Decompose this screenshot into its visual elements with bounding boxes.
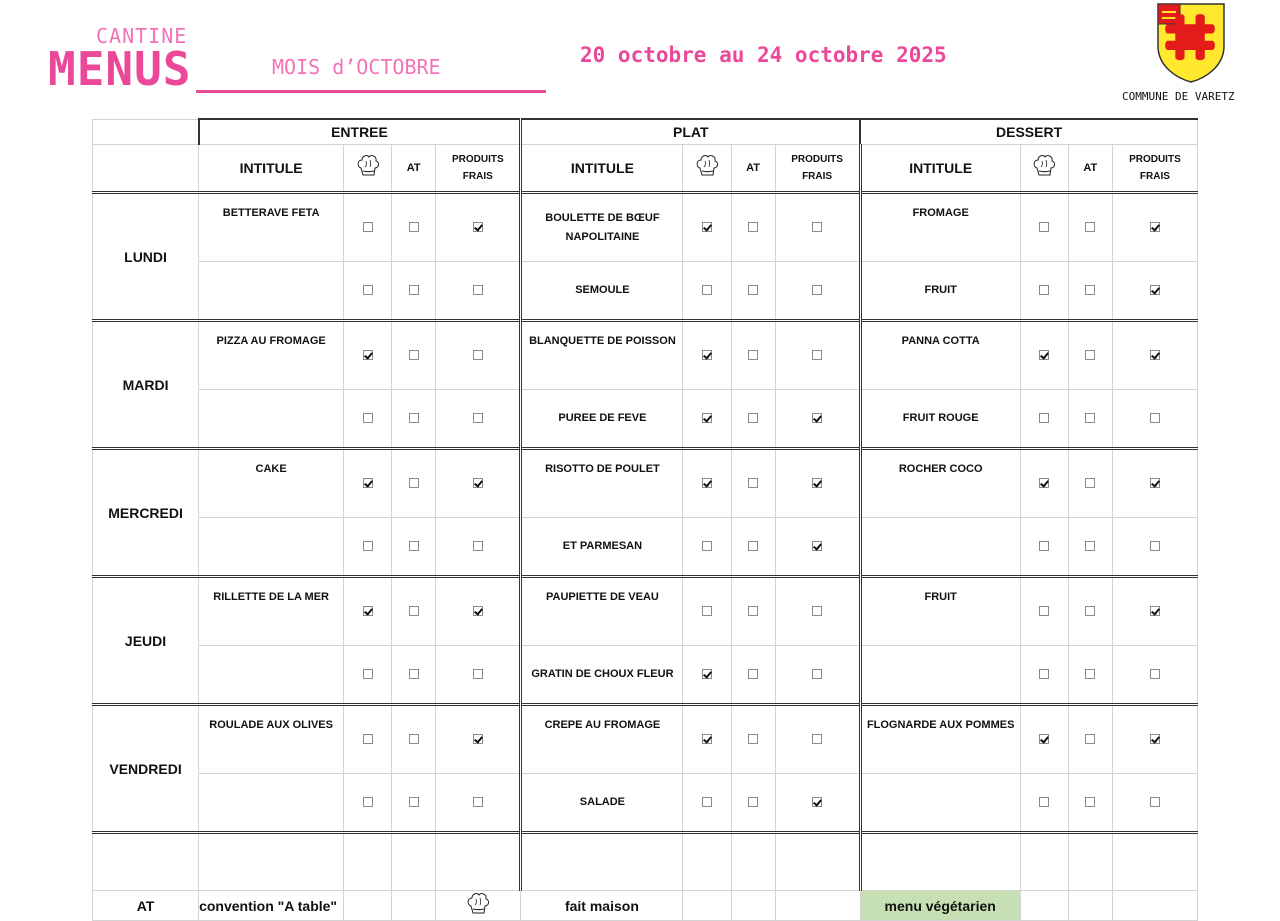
- plat-dish-label: RISOTTO DE POULET: [521, 449, 683, 518]
- empty-cell: [731, 891, 775, 921]
- empty-cell: [1068, 833, 1112, 891]
- entree-fait-maison-checkbox[interactable]: [363, 478, 373, 488]
- entree-at-checkbox[interactable]: [409, 478, 419, 488]
- plat-produits-frais-checkbox[interactable]: [812, 285, 822, 295]
- dessert-at-cell: [1068, 262, 1112, 321]
- dessert-produits-frais-cell: [1112, 193, 1197, 262]
- plat-fait-maison-checkbox[interactable]: [702, 413, 712, 423]
- plat-fait-maison-cell: [683, 518, 731, 577]
- plat-produits-frais-checkbox[interactable]: [812, 797, 822, 807]
- plat-dish-label: PAUPIETTE DE VEAU: [521, 577, 683, 646]
- plat-dish-label: GRATIN DE CHOUX FLEUR: [521, 646, 683, 705]
- table-row: [93, 518, 1198, 577]
- dessert-fait-maison-checkbox[interactable]: [1039, 222, 1049, 232]
- dessert-fait-maison-cell: [1020, 449, 1068, 518]
- plat-fait-maison-cell: [683, 262, 731, 321]
- entree-fait-maison-checkbox[interactable]: [363, 350, 373, 360]
- legend-at-text: convention "A table": [199, 891, 344, 921]
- entree-at-cell: [392, 518, 436, 577]
- dessert-dish-label: [860, 518, 1020, 577]
- plat-produits-frais-cell: [775, 193, 860, 262]
- dessert-fait-maison-cell: [1020, 390, 1068, 449]
- dessert-produits-frais-checkbox[interactable]: [1150, 413, 1160, 423]
- entree-at-checkbox[interactable]: [409, 285, 419, 295]
- plat-at-checkbox[interactable]: [748, 669, 758, 679]
- plat-at-cell: [731, 262, 775, 321]
- entree-at-cell: [392, 774, 436, 833]
- empty-cell: [344, 833, 392, 891]
- entree-fait-maison-cell: [344, 646, 392, 705]
- section-dessert: DESSERT: [860, 119, 1197, 145]
- entree-dish-label: RILLETTE DE LA MER: [199, 577, 344, 646]
- entree-fait-maison-checkbox[interactable]: [363, 669, 373, 679]
- dessert-produits-frais-cell: [1112, 321, 1197, 390]
- entree-fait-maison-cell: [344, 193, 392, 262]
- entree-at-checkbox[interactable]: [409, 541, 419, 551]
- plat-produits-frais-cell: [775, 518, 860, 577]
- empty-cell: [1112, 891, 1197, 921]
- plat-produits-frais-cell: [775, 449, 860, 518]
- dessert-at-checkbox[interactable]: [1085, 669, 1095, 679]
- entree-at-cell: [392, 321, 436, 390]
- chef-hat-icon: [695, 153, 719, 179]
- empty-cell: [775, 833, 860, 891]
- dessert-fait-maison-checkbox[interactable]: [1039, 478, 1049, 488]
- entree-fait-maison-checkbox[interactable]: [363, 734, 373, 744]
- entree-dish-label: [199, 390, 344, 449]
- plat-produits-frais-cell: [775, 390, 860, 449]
- entree-fait-maison-checkbox[interactable]: [363, 413, 373, 423]
- dessert-dish-label: FRUIT ROUGE: [860, 390, 1020, 449]
- plat-produits-frais-cell: [775, 705, 860, 774]
- pf-line-2: FRAIS: [1139, 171, 1170, 182]
- dessert-at-cell: [1068, 577, 1112, 646]
- entree-fait-maison-cell: [344, 262, 392, 321]
- day-label: LUNDI: [93, 193, 199, 321]
- entree-dish-label: CAKE: [199, 449, 344, 518]
- plat-dish-label: SEMOULE: [521, 262, 683, 321]
- entree-fait-maison-cell: [344, 577, 392, 646]
- empty-cell: [93, 833, 199, 891]
- dessert-dish-label: FRUIT: [860, 262, 1020, 321]
- dessert-produits-frais-checkbox[interactable]: [1150, 350, 1160, 360]
- header-underline: [196, 90, 546, 93]
- empty-cell: [1112, 833, 1197, 891]
- plat-at-cell: [731, 193, 775, 262]
- entree-produits-frais-checkbox[interactable]: [473, 606, 483, 616]
- entree-dish-label: [199, 262, 344, 321]
- dessert-produits-frais-checkbox[interactable]: [1150, 541, 1160, 551]
- menu-table: [92, 118, 1198, 921]
- dessert-at-checkbox[interactable]: [1085, 734, 1095, 744]
- plat-at-checkbox[interactable]: [748, 413, 758, 423]
- entree-fait-maison-checkbox[interactable]: [363, 222, 373, 232]
- table-row: [93, 193, 1198, 262]
- dessert-produits-frais-checkbox[interactable]: [1150, 478, 1160, 488]
- empty-cell: [199, 833, 344, 891]
- dessert-at-checkbox[interactable]: [1085, 478, 1095, 488]
- dessert-dish-label: [860, 646, 1020, 705]
- dessert-produits-frais-checkbox[interactable]: [1150, 285, 1160, 295]
- plat-fait-maison-cell: [683, 705, 731, 774]
- dessert-produits-frais-cell: [1112, 646, 1197, 705]
- dessert-produits-frais-checkbox[interactable]: [1150, 734, 1160, 744]
- entree-at-cell: [392, 646, 436, 705]
- pf-line-2: FRAIS: [802, 171, 833, 182]
- empty-cell: [392, 833, 436, 891]
- column-fait-maison: [344, 145, 392, 193]
- dessert-fait-maison-cell: [1020, 646, 1068, 705]
- column-produits-frais: [775, 145, 860, 193]
- entree-fait-maison-checkbox[interactable]: [363, 541, 373, 551]
- plat-at-cell: [731, 774, 775, 833]
- dessert-produits-frais-cell: [1112, 705, 1197, 774]
- entree-fait-maison-cell: [344, 518, 392, 577]
- plat-at-cell: [731, 705, 775, 774]
- entree-produits-frais-checkbox[interactable]: [473, 669, 483, 679]
- dessert-at-cell: [1068, 518, 1112, 577]
- dessert-produits-frais-checkbox[interactable]: [1150, 797, 1160, 807]
- empty-cell: [683, 891, 731, 921]
- entree-at-cell: [392, 449, 436, 518]
- dessert-fait-maison-checkbox[interactable]: [1039, 797, 1049, 807]
- dessert-fait-maison-checkbox[interactable]: [1039, 350, 1049, 360]
- entree-at-checkbox[interactable]: [409, 797, 419, 807]
- entree-at-checkbox[interactable]: [409, 350, 419, 360]
- entree-at-cell: [392, 705, 436, 774]
- plat-at-checkbox[interactable]: [748, 606, 758, 616]
- entree-fait-maison-checkbox[interactable]: [363, 797, 373, 807]
- entree-fait-maison-checkbox[interactable]: [363, 285, 373, 295]
- dessert-at-checkbox[interactable]: [1085, 413, 1095, 423]
- section-entree: ENTREE: [199, 119, 521, 145]
- entree-dish-label: [199, 774, 344, 833]
- entree-produits-frais-checkbox[interactable]: [473, 350, 483, 360]
- empty-cell: [1020, 833, 1068, 891]
- dessert-dish-label: PANNA COTTA: [860, 321, 1020, 390]
- entree-at-cell: [392, 193, 436, 262]
- dessert-fait-maison-cell: [1020, 705, 1068, 774]
- legend-row: [93, 891, 1198, 921]
- dessert-dish-label: [860, 774, 1020, 833]
- plat-produits-frais-checkbox[interactable]: [812, 734, 822, 744]
- table-row: [93, 449, 1198, 518]
- plat-at-cell: [731, 449, 775, 518]
- plat-produits-frais-checkbox[interactable]: [812, 541, 822, 551]
- dessert-produits-frais-cell: [1112, 262, 1197, 321]
- empty-cell: [392, 891, 436, 921]
- chef-hat-icon: [356, 153, 380, 179]
- dessert-dish-label: FROMAGE: [860, 193, 1020, 262]
- dessert-produits-frais-cell: [1112, 774, 1197, 833]
- chef-hat-icon: [1032, 153, 1056, 179]
- dessert-at-checkbox[interactable]: [1085, 541, 1095, 551]
- dessert-fait-maison-checkbox[interactable]: [1039, 669, 1049, 679]
- dessert-at-checkbox[interactable]: [1085, 606, 1095, 616]
- plat-at-checkbox[interactable]: [748, 285, 758, 295]
- legend-vegetarien: menu végétarien: [860, 891, 1020, 921]
- column-intitule: INTITULE: [860, 145, 1020, 193]
- dessert-fait-maison-cell: [1020, 262, 1068, 321]
- entree-at-cell: [392, 390, 436, 449]
- column-at: AT: [731, 145, 775, 193]
- column-at: AT: [392, 145, 436, 193]
- entree-fait-maison-cell: [344, 321, 392, 390]
- entree-produits-frais-checkbox[interactable]: [473, 222, 483, 232]
- dessert-produits-frais-cell: [1112, 390, 1197, 449]
- dessert-at-checkbox[interactable]: [1085, 350, 1095, 360]
- dessert-at-cell: [1068, 193, 1112, 262]
- entree-produits-frais-cell: [436, 390, 521, 449]
- dessert-fait-maison-checkbox[interactable]: [1039, 734, 1049, 744]
- empty-cell: [1020, 891, 1068, 921]
- plat-dish-label: PUREE DE FEVE: [521, 390, 683, 449]
- table-row: [93, 390, 1198, 449]
- table-row: [93, 321, 1198, 390]
- column-produits-frais: [436, 145, 521, 193]
- table-row: [93, 705, 1198, 774]
- dessert-fait-maison-checkbox[interactable]: [1039, 285, 1049, 295]
- plat-dish-label: BOULETTE DE BŒUF NAPOLITAINE: [521, 193, 683, 262]
- plat-produits-frais-checkbox[interactable]: [812, 222, 822, 232]
- entree-produits-frais-cell: [436, 321, 521, 390]
- entree-at-checkbox[interactable]: [409, 734, 419, 744]
- dessert-fait-maison-checkbox[interactable]: [1039, 606, 1049, 616]
- dessert-dish-label: ROCHER COCO: [860, 449, 1020, 518]
- day-label: MERCREDI: [93, 449, 199, 577]
- entree-produits-frais-cell: [436, 646, 521, 705]
- plat-fait-maison-cell: [683, 577, 731, 646]
- empty-cell: [731, 833, 775, 891]
- dessert-produits-frais-checkbox[interactable]: [1150, 606, 1160, 616]
- coat-of-arms-icon: [1154, 2, 1228, 84]
- plat-at-cell: [731, 321, 775, 390]
- dessert-produits-frais-cell: [1112, 577, 1197, 646]
- entree-at-checkbox[interactable]: [409, 413, 419, 423]
- pf-line-1: PRODUITS: [451, 154, 504, 165]
- plat-at-checkbox[interactable]: [748, 541, 758, 551]
- entree-produits-frais-checkbox[interactable]: [473, 413, 483, 423]
- entree-produits-frais-checkbox[interactable]: [473, 478, 483, 488]
- plat-at-cell: [731, 518, 775, 577]
- plat-at-checkbox[interactable]: [748, 350, 758, 360]
- dessert-produits-frais-cell: [1112, 449, 1197, 518]
- corner-cell: [93, 119, 199, 145]
- entree-at-checkbox[interactable]: [409, 669, 419, 679]
- column-intitule: INTITULE: [521, 145, 683, 193]
- dessert-produits-frais-cell: [1112, 518, 1197, 577]
- dessert-fait-maison-cell: [1020, 577, 1068, 646]
- dessert-fait-maison-checkbox[interactable]: [1039, 413, 1049, 423]
- plat-at-checkbox[interactable]: [748, 478, 758, 488]
- table-row: [93, 577, 1198, 646]
- column-produits-frais: [1112, 145, 1197, 193]
- plat-at-cell: [731, 390, 775, 449]
- empty-cell: [1068, 891, 1112, 921]
- plat-produits-frais-cell: [775, 262, 860, 321]
- plat-dish-label: BLANQUETTE DE POISSON: [521, 321, 683, 390]
- dessert-at-cell: [1068, 390, 1112, 449]
- date-range: 20 octobre au 24 octobre 2025: [580, 43, 947, 67]
- entree-produits-frais-cell: [436, 193, 521, 262]
- plat-fait-maison-cell: [683, 390, 731, 449]
- plat-fait-maison-cell: [683, 646, 731, 705]
- plat-fait-maison-checkbox[interactable]: [702, 797, 712, 807]
- entree-produits-frais-cell: [436, 774, 521, 833]
- dessert-at-cell: [1068, 646, 1112, 705]
- dessert-at-checkbox[interactable]: [1085, 222, 1095, 232]
- entree-dish-label: [199, 646, 344, 705]
- empty-cell: [436, 833, 521, 891]
- menus-title: MENUS: [48, 42, 192, 96]
- entree-dish-label: PIZZA AU FROMAGE: [199, 321, 344, 390]
- month-label: MOIS d’OCTOBRE: [272, 55, 441, 79]
- column-at: AT: [1068, 145, 1112, 193]
- entree-produits-frais-cell: [436, 577, 521, 646]
- plat-produits-frais-checkbox[interactable]: [812, 350, 822, 360]
- entree-produits-frais-cell: [436, 705, 521, 774]
- table-row: [93, 774, 1198, 833]
- dessert-at-checkbox[interactable]: [1085, 285, 1095, 295]
- dessert-produits-frais-checkbox[interactable]: [1150, 669, 1160, 679]
- empty-cell: [683, 833, 731, 891]
- dessert-dish-label: FLOGNARDE AUX POMMES: [860, 705, 1020, 774]
- dessert-at-checkbox[interactable]: [1085, 797, 1095, 807]
- plat-at-checkbox[interactable]: [748, 797, 758, 807]
- entree-produits-frais-checkbox[interactable]: [473, 541, 483, 551]
- plat-produits-frais-cell: [775, 646, 860, 705]
- legend-at-abbr: AT: [93, 891, 199, 921]
- empty-cell: [775, 891, 860, 921]
- entree-produits-frais-checkbox[interactable]: [473, 797, 483, 807]
- column-intitule: INTITULE: [199, 145, 344, 193]
- spacer-row: [93, 833, 1198, 891]
- plat-produits-frais-checkbox[interactable]: [812, 669, 822, 679]
- entree-at-checkbox[interactable]: [409, 606, 419, 616]
- empty-cell: [860, 833, 1020, 891]
- legend-chef-cell: [436, 891, 521, 921]
- day-label: VENDREDI: [93, 705, 199, 833]
- column-fait-maison: [683, 145, 731, 193]
- entree-fait-maison-cell: [344, 449, 392, 518]
- plat-produits-frais-cell: [775, 577, 860, 646]
- plat-fait-maison-cell: [683, 321, 731, 390]
- entree-produits-frais-cell: [436, 449, 521, 518]
- plat-fait-maison-checkbox[interactable]: [702, 669, 712, 679]
- plat-at-checkbox[interactable]: [748, 222, 758, 232]
- chef-hat-icon: [466, 891, 490, 917]
- day-label: MARDI: [93, 321, 199, 449]
- dessert-dish-label: FRUIT: [860, 577, 1020, 646]
- empty-cell: [344, 891, 392, 921]
- entree-at-cell: [392, 262, 436, 321]
- plat-fait-maison-cell: [683, 449, 731, 518]
- plat-produits-frais-checkbox[interactable]: [812, 478, 822, 488]
- plat-dish-label: CREPE AU FROMAGE: [521, 705, 683, 774]
- plat-at-checkbox[interactable]: [748, 734, 758, 744]
- plat-produits-frais-cell: [775, 321, 860, 390]
- day-label: JEUDI: [93, 577, 199, 705]
- pf-line-1: PRODUITS: [791, 154, 843, 165]
- entree-at-cell: [392, 577, 436, 646]
- plat-dish-label: ET PARMESAN: [521, 518, 683, 577]
- dessert-fait-maison-checkbox[interactable]: [1039, 541, 1049, 551]
- commune-label: COMMUNE DE VARETZ: [1122, 90, 1235, 103]
- plat-fait-maison-cell: [683, 193, 731, 262]
- entree-produits-frais-checkbox[interactable]: [473, 734, 483, 744]
- dessert-produits-frais-checkbox[interactable]: [1150, 222, 1160, 232]
- plat-produits-frais-cell: [775, 774, 860, 833]
- table-row: [93, 262, 1198, 321]
- table-row: [93, 646, 1198, 705]
- plat-fait-maison-checkbox[interactable]: [702, 222, 712, 232]
- empty-cell: [521, 833, 683, 891]
- entree-fait-maison-checkbox[interactable]: [363, 606, 373, 616]
- legend-fait-maison-text: fait maison: [521, 891, 683, 921]
- corner-cell: [93, 145, 199, 193]
- dessert-fait-maison-cell: [1020, 193, 1068, 262]
- plat-fait-maison-checkbox[interactable]: [702, 478, 712, 488]
- plat-produits-frais-checkbox[interactable]: [812, 606, 822, 616]
- plat-dish-label: SALADE: [521, 774, 683, 833]
- pf-line-2: FRAIS: [462, 171, 493, 182]
- plat-fait-maison-checkbox[interactable]: [702, 285, 712, 295]
- pf-line-1: PRODUITS: [1129, 154, 1181, 165]
- plat-fait-maison-cell: [683, 774, 731, 833]
- entree-at-checkbox[interactable]: [409, 222, 419, 232]
- plat-fait-maison-checkbox[interactable]: [702, 734, 712, 744]
- column-fait-maison: [1020, 145, 1068, 193]
- plat-fait-maison-checkbox[interactable]: [702, 606, 712, 616]
- entree-produits-frais-cell: [436, 518, 521, 577]
- entree-fait-maison-cell: [344, 705, 392, 774]
- plat-at-cell: [731, 577, 775, 646]
- dessert-fait-maison-cell: [1020, 774, 1068, 833]
- entree-dish-label: ROULADE AUX OLIVES: [199, 705, 344, 774]
- plat-produits-frais-checkbox[interactable]: [812, 413, 822, 423]
- section-plat: PLAT: [521, 119, 860, 145]
- dessert-fait-maison-cell: [1020, 518, 1068, 577]
- cantine-label: CANTINE: [96, 24, 188, 48]
- plat-fait-maison-checkbox[interactable]: [702, 541, 712, 551]
- plat-at-cell: [731, 646, 775, 705]
- plat-fait-maison-checkbox[interactable]: [702, 350, 712, 360]
- dessert-at-cell: [1068, 321, 1112, 390]
- entree-dish-label: [199, 518, 344, 577]
- dessert-fait-maison-cell: [1020, 321, 1068, 390]
- entree-fait-maison-cell: [344, 774, 392, 833]
- entree-produits-frais-checkbox[interactable]: [473, 285, 483, 295]
- dessert-at-cell: [1068, 774, 1112, 833]
- entree-fait-maison-cell: [344, 390, 392, 449]
- entree-dish-label: BETTERAVE FETA: [199, 193, 344, 262]
- dessert-at-cell: [1068, 449, 1112, 518]
- entree-produits-frais-cell: [436, 262, 521, 321]
- dessert-at-cell: [1068, 705, 1112, 774]
